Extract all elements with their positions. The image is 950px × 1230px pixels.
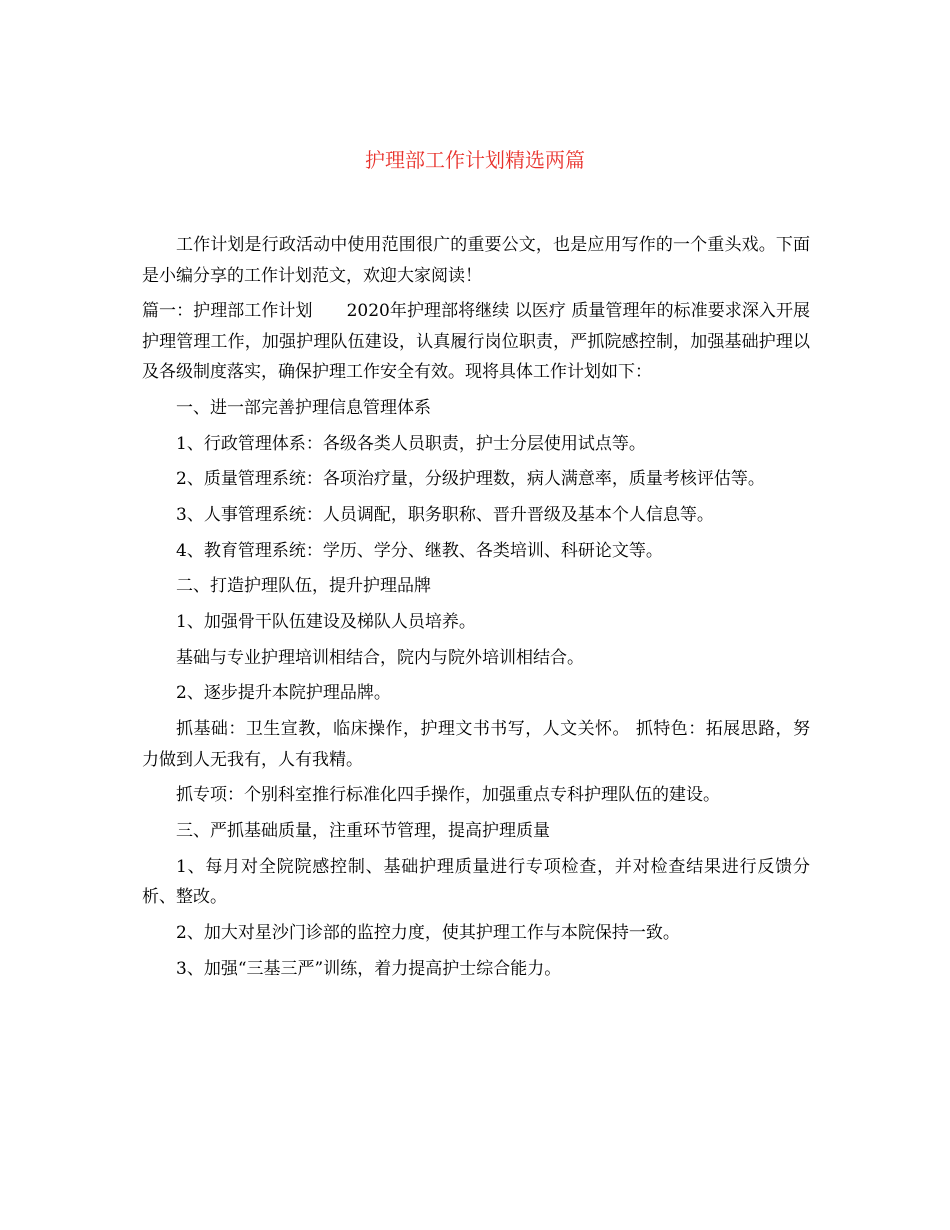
list-item: 1、加强骨干队伍建设及梯队人员培养。 xyxy=(176,612,476,632)
list-item: 3、人事管理系统：人员调配，职务职称、晋升晋级及基本个人信息等。 xyxy=(176,504,714,525)
section-heading-2: 二、打造护理队伍，提升护理品牌 xyxy=(176,576,431,597)
part-one-paragraph: 篇一：护理部工作计划 2020年护理部将继续 以医疗 质量管理年的标准要求深入开展护理管理工作，加强护理队伍建设，认真履行岗位职责，严抓院感控制，加强基础护理以及各级制度落实，确保护理工作安全有效。现将具体工作计划如下： xyxy=(142,301,810,383)
list-item: 1、行政管理体系：各级各类人员职责，护士分层使用试点等。 xyxy=(176,433,646,454)
list-item: 1、每月对全院院感控制、基础护理质量进行专项检查，并对检查结果进行反馈分析、整改。 xyxy=(142,856,810,908)
section-heading-1: 一、进一部完善护理信息管理体系 xyxy=(176,397,431,418)
list-item: 2、加大对星沙门诊部的监控力度，使其护理工作与本院保持一致。 xyxy=(176,922,680,943)
list-item: 基础与专业护理培训相结合，院内与院外培训相结合。 xyxy=(176,647,584,668)
list-item: 2、逐步提升本院护理品牌。 xyxy=(176,683,391,704)
list-item: 3、加强“三基三严”训练，着力提高护士综合能力。 xyxy=(176,958,562,979)
document-body xyxy=(142,230,810,989)
list-item: 2、质量管理系统：各项治疗量，分级护理数，病人满意率，质量考核评估等。 xyxy=(176,469,765,490)
intro-paragraph: 工作计划是行政活动中使用范围很广的重要公文，也是应用写作的一个重头戏。下面是小编分享的工作计划范文，欢迎大家阅读！ xyxy=(142,235,810,286)
section-heading-3: 三、严抓基础质量，注重环节管理，提高护理质量 xyxy=(176,820,550,841)
document-title: 护理部工作计划精选两篇 xyxy=(365,148,585,172)
list-item: 抓基础：卫生宣教，临床操作，护理文书书写，人文关怀。 抓特色：拓展思路，努力做到人无我有，人有我精。 xyxy=(142,719,810,770)
list-item: 抓专项：个别科室推行标准化四手操作，加强重点专科护理队伍的建设。 xyxy=(176,785,720,806)
list-item: 4、教育管理系统：学历、学分、继教、各类培训、科研论文等。 xyxy=(176,540,663,561)
